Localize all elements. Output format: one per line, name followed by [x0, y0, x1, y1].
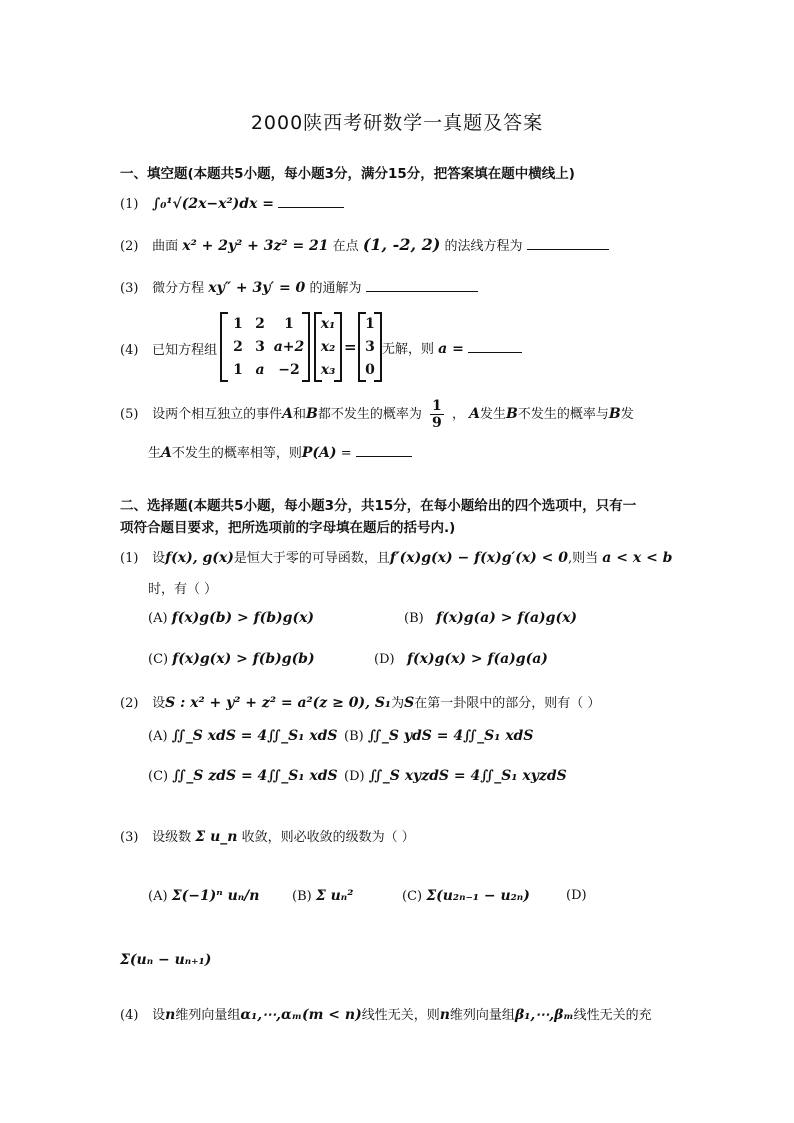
s1-question-1 — [120, 193, 344, 212]
s2-question-4: (4) 设n维列向量组α₁,⋯,αₘ(m < n)线性无关，则n维列向量组β₁,⋯,βₘ线性无关的充 — [120, 1007, 652, 1023]
s1-question-3: (3) 微分方程 xy″ + 3y′ = 0 的通解为 — [120, 277, 478, 296]
section1-heading: 一、填空题(本题共5小题，每小题3分，满分15分，把答案填在题中横线上) — [120, 166, 575, 182]
answer-blank — [527, 235, 609, 250]
probability-fraction: $\frac{1}{9}$ — [432, 398, 442, 431]
s2-q3-option-b[interactable]: (B) Σ uₙ² — [292, 888, 354, 904]
ode-expression: xy″ + 3y′ = 0 — [208, 280, 306, 296]
q-text: 无解，则 — [382, 342, 435, 357]
answer-blank — [278, 193, 344, 208]
s2-q1-option-b[interactable]: (B) f(x)g(a) > f(a)g(x) — [404, 610, 578, 626]
s2-q2-option-c[interactable]: (C) ∬_S zdS = 4∬_S₁ xdS — [148, 768, 338, 784]
s1-question-5-line1: (5) 设两个相互独立的事件A和B都不发生的概率为 $\frac{1}{9}$ ， A发生B不发生的概率与B发 — [120, 398, 634, 431]
variable-vector: x₁ x₂ x₃ — [314, 312, 342, 382]
q-text: 曲面 — [152, 239, 179, 254]
section2-heading-line1: 二、选择题(本题共5小题，每小题3分，共15分，在每小题给出的四个选项中，只有一 — [120, 498, 637, 514]
s2-q1-option-d[interactable]: (D) f(x)g(x) > f(a)g(a) — [374, 651, 548, 667]
s2-q2-option-b[interactable]: (B) ∬_S ydS = 4∬_S₁ xdS — [344, 728, 534, 744]
s2-q1-option-c[interactable]: (C) f(x)g(x) > f(b)g(b) — [148, 651, 315, 667]
s2-q3-option-a[interactable]: (A) Σ(−1)ⁿ uₙ/n — [148, 888, 260, 904]
q-text: 在点 — [332, 239, 359, 254]
rhs-vector: 1 3 0 — [358, 312, 382, 382]
s2-question-1-line2: 时，有（ ） — [148, 582, 218, 597]
q-number: (1) — [120, 197, 139, 212]
coefficient-matrix: 1 2 1 2 3 a+2 1 a −2 — [220, 312, 310, 382]
variable-a: a = — [438, 341, 464, 357]
point-coordinates: (1, -2, 2) — [362, 235, 441, 254]
s2-q2-option-d[interactable]: (D) ∬_S xyzdS = 4∬_S₁ xyzdS — [344, 768, 567, 784]
q-text: 已知方程组 — [152, 343, 218, 358]
exam-page: 2000陕西考研数学一真题及答案 一、填空题(本题共5小题，每小题3分，满分15分，把答案填在题中横线上) (1) ∫₀¹√(2x−x²)dx = (2) 曲面 x² + 2y² + 3z² = 21 在点 (1, -2, 2) 的法线方程为 (3) 微分方程 xy″ + 3y′ = 0 的通解为 (4) 已知方程组 1 2 1 2 3 a+2 1 a −2 x₁ x₂ x₃ = 1 3 0 无解，则 a = (5) 设两个相互独立的事件A和B都不发生的概率为 $\frac{1}{9}$ ， A发生B不发生的概率与B发 生A不发生的概率相等，则P(A) = 二、选择题(本题共5小题，每小题3分，共15分，在每小题给出的四个选项中，只有一 项符合题目要求，把所选项前的字母填在题后的括号内.) (1) 设f(x), g(x)是恒大于零的可导函数，且f′(x)g(x) − f(x)g′(x) < 0,则当 a < x < b 时，有（ ） (A) f(x)g(b) > f(b)g(x) (B) f(x)g(a) > f(a)g(x) (C) f(x)g(x) > f(b)g(b) (D) f(x)g(x) > f(a)g(a) (2) 设S : x² + y² + z² = a²(z ≥ 0), S₁为S在第一卦限中的部分，则有（ ） (A) ∬_S xdS = 4∬_S₁ xdS (B) ∬_S ydS = 4∬_S₁ xdS (C) ∬_S zdS = 4∬_S₁ xdS (D) ∬_S xyzdS = 4∬_S₁ xyzdS (3) 设级数 Σ u_n 收敛，则必收敛的级数为（ ） (A) Σ(−1)ⁿ uₙ/n (B) Σ uₙ² (C) Σ(u₂ₙ₋₁ − u₂ₙ) (D) Σ(uₙ − uₙ₊₁) (4) 设n维列向量组α₁,⋯,αₘ(m < n)线性无关，则n维列向量组β₁,⋯,βₘ线性无关的充 — [0, 0, 794, 1123]
s1-question-2: (2) 曲面 x² + 2y² + 3z² = 21 在点 (1, -2, 2) 的法线方程为 — [120, 235, 609, 254]
s2-q3-option-d-label[interactable]: (D) — [566, 888, 587, 903]
surface-equation: x² + 2y² + 3z² = 21 — [182, 238, 329, 254]
series-expression: Σ u_n — [195, 829, 238, 845]
s2-question-1: (1) 设f(x), g(x)是恒大于零的可导函数，且f′(x)g(x) − f(x)g′(x) < 0,则当 a < x < b — [120, 550, 673, 566]
section2-heading-line2: 项符合题目要求，把所选项前的字母填在题后的括号内.) — [120, 520, 456, 536]
answer-blank — [468, 338, 522, 353]
s2-q2-option-a[interactable]: (A) ∬_S xdS = 4∬_S₁ xdS — [148, 728, 338, 744]
q-text: 的通解为 — [309, 281, 362, 296]
q-text: 微分方程 — [152, 281, 205, 296]
answer-blank — [356, 442, 412, 457]
s2-q3-option-c[interactable]: (C) Σ(u₂ₙ₋₁ − u₂ₙ) — [402, 888, 530, 904]
s2-q3-option-d[interactable]: Σ(uₙ − uₙ₊₁) — [120, 952, 212, 968]
s2-q1-option-a[interactable]: (A) f(x)g(b) > f(b)g(x) — [148, 610, 315, 626]
s1-question-4-label: (4) 已知方程组 — [120, 343, 218, 358]
s2-question-2: (2) 设S : x² + y² + z² = a²(z ≥ 0), S₁为S在第一卦限中的部分，则有（ ） — [120, 695, 601, 711]
answer-blank — [366, 277, 478, 292]
integral-expression: ∫₀¹√(2x−x²)dx = — [152, 196, 274, 212]
q-text: 的法线方程为 — [444, 239, 523, 254]
s2-question-3: (3) 设级数 Σ u_n 收敛，则必收敛的级数为（ ） — [120, 829, 415, 845]
page-title: 2000陕西考研数学一真题及答案 — [250, 112, 544, 134]
s1-question-5-line2: 生A不发生的概率相等，则P(A) = — [148, 442, 412, 461]
